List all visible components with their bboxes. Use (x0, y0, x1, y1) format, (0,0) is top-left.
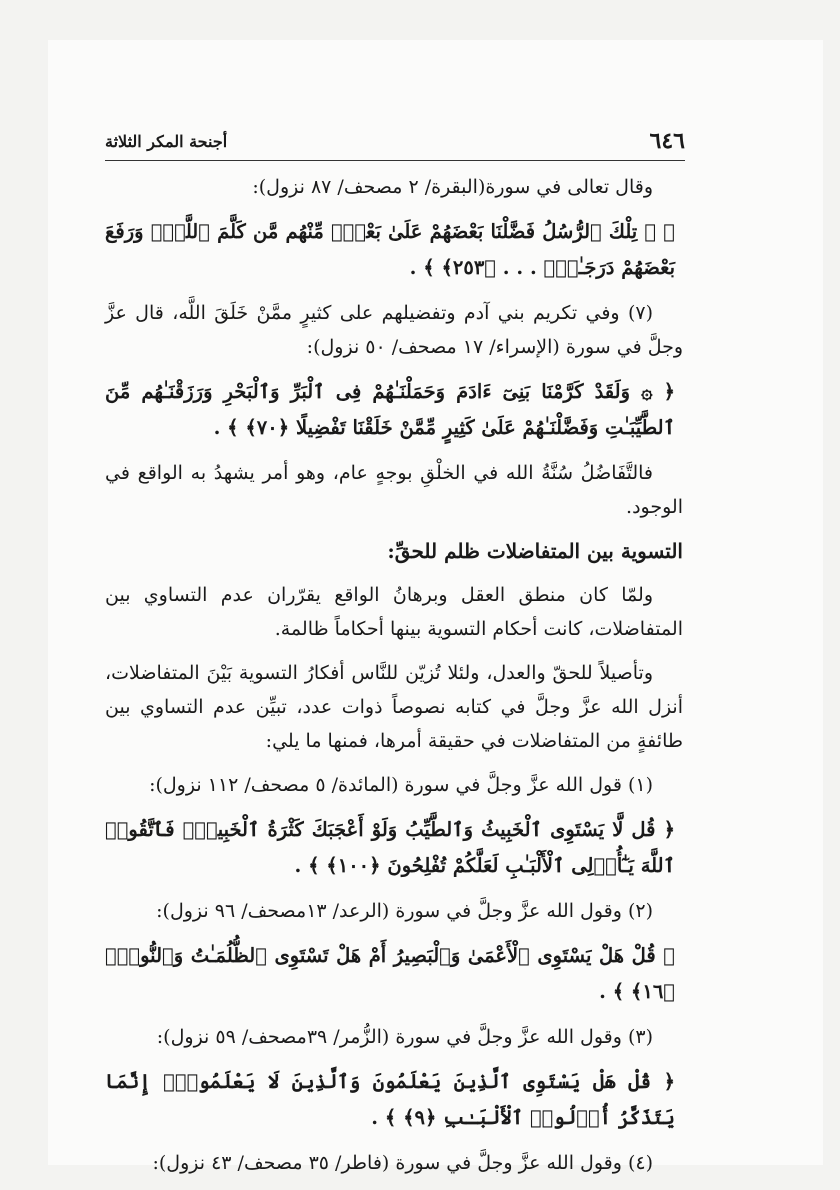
paragraph-intro: (٤) وقول الله عزَّ وجلَّ في سورة (فاطر/ ٣٥ مصحف/ ٤٣ نزول): (152, 1152, 653, 1174)
section-heading: التسوية بين المتفاضلات ظلم للحقِّ: (387, 539, 683, 563)
text-body (105, 170, 683, 1190)
page-number: ٦٤٦ (649, 128, 685, 154)
header-rule (105, 160, 685, 161)
quran-verse: ﴿ ۞ وَلَقَدْ كَرَّمْنَا بَنِىٓ ءَادَمَ وَحَمَلْنَـٰهُمْ فِى ٱلْبَرِّ وَٱلْبَحْرِ وَرَزَقْنَـٰهُم مِّنَ ٱلطَّيِّبَـٰتِ وَفَضَّلْنَـٰهُمْ عَلَىٰ كَثِيرٍ مِّمَّنْ خَلَقْنَا تَفْضِيلًا ﴿٧٠﴾ ﴾ . (105, 380, 675, 439)
quran-verse: ﴿ ۞ تِلْكَ ٱلرُّسُلُ فَضَّلْنَا بَعْضَهُمْ عَلَىٰ بَعْضٍۘ مِّنْهُم مَّن كَلَّمَ ٱللَّهُۖ وَرَفَعَ بَعْضَهُمْ دَرَجَـٰتٍۚ . . . ﴿٢٥٣﴾ ﴾ . (105, 220, 675, 279)
paragraph-intro: (٣) وقول الله عزَّ وجلَّ في سورة (الزُّمر/ ٣٩مصحف/ ٥٩ نزول): (156, 1026, 653, 1048)
quran-verse: ﴿ قُلْ هَلْ يَسْتَوِى ٱلْأَعْمَىٰ وَٱلْبَصِيرُ أَمْ هَلْ تَسْتَوِى ٱلظُّلُمَـٰتُ وَٱلنُّورُۗ ﴿١٦﴾ ﴾ . (105, 944, 675, 1003)
paragraph: وتأصيلاً للحقّ والعدل، ولئلا تُزيّن للنَّاس أفكارُ التسوية بَيْنَ المتفاضلات، أنزل الله عزَّ وجلَّ في كتابه نصوصاً ذوات عدد، تبيِّن عدم التساوي بين طائفةٍ من المتفاضلات في حقيقة أمرها، فمنها ما يلي: (105, 662, 683, 752)
quran-verse: ﴿ قُل لَّا يَسْتَوِى ٱلْخَبِيثُ وَٱلطَّيِّبُ وَلَوْ أَعْجَبَكَ كَثْرَةُ ٱلْخَبِيثِۚ فَٱتَّقُوا۟ ٱللَّهَ يَـٰٓأُو۟لِى ٱلْأَلْبَـٰبِ لَعَلَّكُمْ تُفْلِحُونَ ﴿١٠٠﴾ ﴾ . (105, 818, 675, 877)
book-title: أجنحة المكر الثلاثة (105, 132, 228, 151)
paragraph-intro: (٢) وقول الله عزَّ وجلَّ في سورة (الرعد/ ١٣مصحف/ ٩٦ نزول): (156, 900, 653, 922)
quran-verse: ﴿ قُلْ هَلْ يَسْتَوِى ٱلَّذِينَ يَعْلَمُونَ وَٱلَّذِينَ لَا يَعْلَمُونَۗ إِنَّمَا يَتَذَكَّرُ أُو۟لُوا۟ ٱلْأَلْبَـٰبِ ﴿٩﴾ ﴾ . (105, 1070, 675, 1129)
paragraph: ولمّا كان منطق العقل وبرهانُ الواقع يقرّران عدم التساوي بين المتفاضلات، كانت أحكام التسوية بينها أحكاماً ظالمة. (105, 584, 683, 640)
paragraph-intro: (١) قول الله عزَّ وجلَّ في سورة (المائدة/ ٥ مصحف/ ١١٢ نزول): (149, 774, 653, 796)
paragraph: فالتَّفَاضُلُ سُنَّةُ الله في الخلْقِ بوجهٍ عام، وهو أمر يشهدُ به الواقع في الوجود. (105, 462, 683, 518)
paragraph-intro: (٧) وفي تكريم بني آدم وتفضيلهم على كثيرٍ ممَّنْ خَلَقَ اللَّه، قال عزَّ وجلَّ في سورة (الإسراء/ ١٧ مصحف/ ٥٠ نزول): (105, 302, 683, 358)
paragraph-intro: وقال تعالى في سورة(البقرة/ ٢ مصحف/ ٨٧ نزول): (252, 176, 653, 198)
page-header (105, 128, 685, 158)
